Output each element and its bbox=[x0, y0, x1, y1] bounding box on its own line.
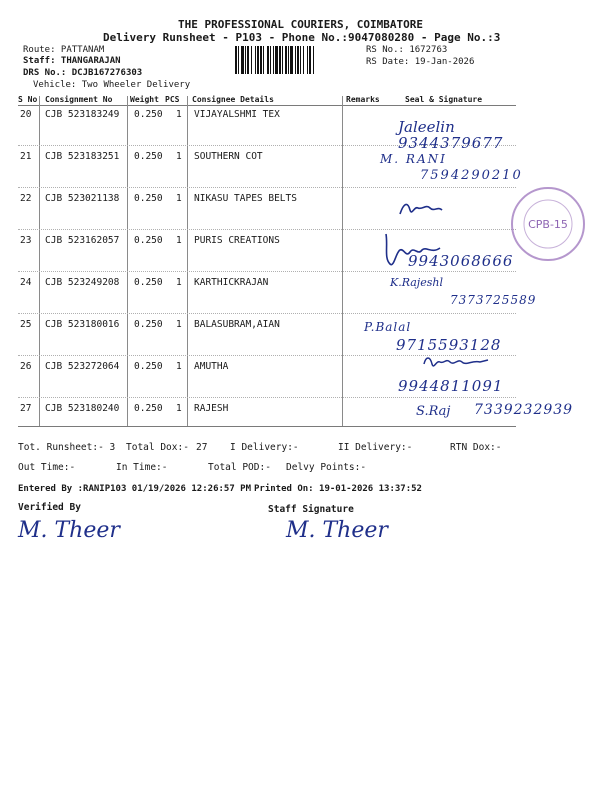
i-delivery: I Delivery:- bbox=[230, 442, 299, 453]
barcode-bar bbox=[245, 46, 246, 74]
staff-label: Staff: THANGARAJAN bbox=[23, 56, 121, 66]
cell-consignment: CJB 523180240 bbox=[45, 403, 120, 414]
col-pcs-header: PCS bbox=[165, 95, 180, 104]
stamp-text: CPB-15 bbox=[528, 218, 568, 231]
staff-signature: M. Theer bbox=[286, 518, 388, 543]
cell-sno: 23 bbox=[20, 235, 32, 246]
cell-sno: 22 bbox=[20, 193, 32, 204]
barcode-bar bbox=[235, 46, 237, 74]
total-dox-value: 27 bbox=[196, 442, 208, 453]
company-title: THE PROFESSIONAL COURIERS, COIMBATORE bbox=[178, 18, 424, 31]
cell-weight: 0.250 bbox=[134, 277, 163, 288]
phone-row-23: 9943068666 bbox=[408, 252, 514, 270]
rtn-dox: RTN Dox:- bbox=[450, 442, 502, 453]
staff-signature-label: Staff Signature bbox=[268, 504, 354, 515]
cell-weight: 0.250 bbox=[134, 235, 163, 246]
barcode-bar bbox=[295, 46, 296, 74]
cell-consignee: SOUTHERN COT bbox=[194, 151, 263, 162]
scribble-signature-row-22 bbox=[396, 196, 446, 220]
phone-row-27: 7339232939 bbox=[474, 402, 574, 418]
barcode-bar bbox=[270, 46, 271, 74]
barcode-bar bbox=[309, 46, 311, 74]
phone-row-21: 7594290210 bbox=[420, 168, 523, 183]
cell-pcs: 1 bbox=[176, 193, 182, 204]
cell-sno: 20 bbox=[20, 109, 32, 120]
barcode-bar bbox=[247, 46, 249, 74]
col-consignee-header: Consignee Details bbox=[192, 95, 274, 104]
tot-runsheet: Tot. Runsheet:- 3 bbox=[18, 442, 116, 453]
cell-pcs: 1 bbox=[176, 277, 182, 288]
barcode-bar bbox=[285, 46, 287, 74]
in-time: In Time:- bbox=[116, 462, 168, 473]
vehicle-label: Vehicle: Two Wheeler Delivery bbox=[33, 80, 191, 90]
phone-row-25: 9715593128 bbox=[396, 336, 502, 354]
drs-number: DRS No.: DCJB167276303 bbox=[23, 68, 143, 78]
cell-consignee: KARTHICKRAJAN bbox=[194, 277, 269, 288]
cell-consignment: CJB 523162057 bbox=[45, 235, 120, 246]
barcode bbox=[235, 46, 363, 74]
row-separator bbox=[18, 397, 516, 398]
row-separator bbox=[18, 187, 516, 188]
signature-row-21: M. RANI bbox=[380, 152, 447, 166]
cell-pcs: 1 bbox=[176, 319, 182, 330]
signature-row-27: S.Raj bbox=[416, 404, 451, 419]
cell-consignment: CJB 523183249 bbox=[45, 109, 120, 120]
col-sno-header: S No bbox=[18, 95, 38, 104]
cell-weight: 0.250 bbox=[134, 109, 163, 120]
cell-consignee: BALASUBRAM,AIAN bbox=[194, 319, 280, 330]
barcode-bar bbox=[282, 46, 283, 74]
row-separator bbox=[18, 313, 516, 314]
cell-sno: 25 bbox=[20, 319, 32, 330]
barcode-bar bbox=[290, 46, 293, 74]
signature-row-24: K.Rajeshl bbox=[390, 276, 443, 289]
ii-delivery: II Delivery:- bbox=[338, 442, 413, 453]
barcode-bar bbox=[255, 46, 256, 74]
signature-row-25: P.Balal bbox=[364, 320, 412, 334]
cell-consignee: AMUTHA bbox=[194, 361, 229, 372]
cell-consignee: VIJAYALSHMI TEX bbox=[194, 109, 280, 120]
col-weight-header: Weight bbox=[130, 95, 159, 104]
cell-sno: 27 bbox=[20, 403, 32, 414]
col-remarks-header: Remarks bbox=[346, 95, 380, 104]
header-rule bbox=[18, 105, 516, 106]
table-bottom-rule bbox=[18, 426, 516, 427]
phone-row-20: 9344379677 bbox=[398, 134, 504, 152]
cell-weight: 0.250 bbox=[134, 193, 163, 204]
runsheet-title: Delivery Runsheet - P103 - Phone No.:9047080280 - Page No.:3 bbox=[103, 31, 501, 44]
barcode-bar bbox=[275, 46, 278, 74]
cell-consignment: CJB 523183251 bbox=[45, 151, 120, 162]
barcode-bar bbox=[260, 46, 262, 74]
total-pod: Total POD:- bbox=[208, 462, 271, 473]
barcode-bar bbox=[238, 46, 239, 74]
col-consignment-header: Consignment No bbox=[45, 95, 113, 104]
barcode-bar bbox=[313, 46, 314, 74]
cell-sno: 24 bbox=[20, 277, 32, 288]
barcode-bar bbox=[303, 46, 304, 74]
route-label: Route: PATTANAM bbox=[23, 45, 105, 55]
printed-on: Printed On: 19-01-2026 13:37:52 bbox=[254, 484, 422, 494]
cell-weight: 0.250 bbox=[134, 361, 163, 372]
cell-consignee: RAJESH bbox=[194, 403, 229, 414]
cell-consignee: NIKASU TAPES BELTS bbox=[194, 193, 297, 204]
barcode-bar bbox=[288, 46, 289, 74]
scribble-signature-row-26 bbox=[420, 352, 492, 372]
phone-row-26: 9944811091 bbox=[398, 377, 504, 395]
cell-weight: 0.250 bbox=[134, 319, 163, 330]
barcode-bar bbox=[279, 46, 281, 74]
cell-weight: 0.250 bbox=[134, 403, 163, 414]
cell-weight: 0.250 bbox=[134, 151, 163, 162]
cell-consignment: CJB 523180016 bbox=[45, 319, 120, 330]
barcode-bar bbox=[267, 46, 269, 74]
barcode-bar bbox=[300, 46, 301, 74]
verified-by-signature: M. Theer bbox=[18, 518, 120, 543]
delvy-points: Delvy Points:- bbox=[286, 462, 367, 473]
barcode-bar bbox=[297, 46, 299, 74]
cell-consignment: CJB 523249208 bbox=[45, 277, 120, 288]
cell-pcs: 1 bbox=[176, 361, 182, 372]
cell-pcs: 1 bbox=[176, 235, 182, 246]
phone-row-24: 7373725589 bbox=[450, 293, 537, 307]
out-time: Out Time:- bbox=[18, 462, 76, 473]
barcode-bar bbox=[307, 46, 308, 74]
signature-row-20: Jaleelin bbox=[398, 118, 455, 136]
cell-sno: 21 bbox=[20, 151, 32, 162]
cell-pcs: 1 bbox=[176, 403, 182, 414]
entered-by: Entered By :RANIP103 01/19/2026 12:26:57 PM bbox=[18, 484, 251, 494]
verified-by-label: Verified By bbox=[18, 502, 81, 513]
cell-pcs: 1 bbox=[176, 151, 182, 162]
cell-consignment: CJB 523272064 bbox=[45, 361, 120, 372]
row-separator bbox=[18, 271, 516, 272]
barcode-bar bbox=[273, 46, 274, 74]
barcode-bar bbox=[251, 46, 252, 74]
rs-date: RS Date: 19-Jan-2026 bbox=[366, 57, 475, 67]
barcode-bar bbox=[263, 46, 264, 74]
cell-sno: 26 bbox=[20, 361, 32, 372]
cell-pcs: 1 bbox=[176, 109, 182, 120]
total-dox-label: Total Dox:- bbox=[126, 442, 189, 453]
cell-consignee: PURIS CREATIONS bbox=[194, 235, 280, 246]
col-seal-header: Seal & Signature bbox=[405, 95, 483, 104]
barcode-bar bbox=[241, 46, 244, 74]
cell-consignment: CJB 523021138 bbox=[45, 193, 120, 204]
barcode-bar bbox=[257, 46, 259, 74]
rs-number: RS No.: 1672763 bbox=[366, 45, 448, 55]
company-stamp bbox=[508, 184, 588, 264]
